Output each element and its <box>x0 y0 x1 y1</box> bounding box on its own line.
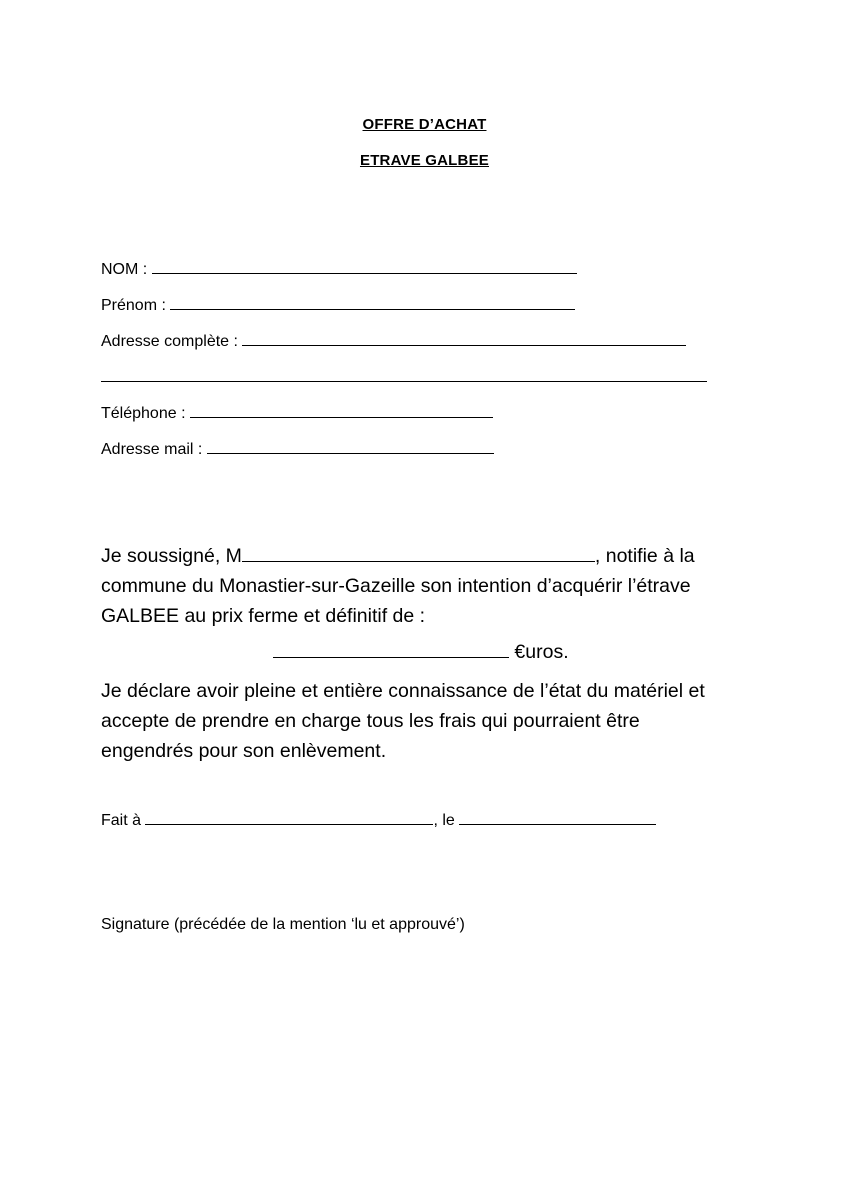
prenom-field-row <box>101 295 575 315</box>
date-input-line[interactable] <box>459 810 656 825</box>
fait-label: Fait à <box>101 812 142 829</box>
soussigne-label: Je soussigné, M <box>101 545 242 567</box>
adresse-continuation-line[interactable] <box>101 367 707 382</box>
acknowledgement-paragraph <box>101 676 761 766</box>
nom-field-row <box>101 259 577 279</box>
nom-input-line[interactable] <box>152 259 577 274</box>
mail-input-line[interactable] <box>207 439 494 454</box>
telephone-input-line[interactable] <box>190 403 493 418</box>
soussigne-input-line[interactable] <box>242 543 595 562</box>
declaration-paragraph <box>101 541 761 631</box>
telephone-field-row <box>101 403 493 423</box>
adresse-label: Adresse complète : <box>101 333 238 350</box>
price-input-line[interactable] <box>273 639 509 658</box>
adresse-field-row <box>101 331 686 351</box>
prenom-input-line[interactable] <box>170 295 575 310</box>
acknowledgement-line-1: Je déclare avoir pleine et entière connaissance de l’état du matériel et <box>101 680 705 702</box>
document-subtitle: ETRAVE GALBEE <box>359 152 489 169</box>
prenom-label: Prénom : <box>101 297 166 314</box>
declaration-line-2: commune du Monastier-sur-Gazeille son intention d’acquérir l’étrave <box>101 575 691 597</box>
price-unit: €uros. <box>514 641 569 663</box>
acknowledgement-line-3: engendrés pour son enlèvement. <box>101 740 387 762</box>
signature-label: Signature (précédée de la mention ‘lu et approuvé’) <box>101 916 465 933</box>
declaration-line-1 <box>101 541 761 571</box>
acknowledgement-line-2: accepte de prendre en charge tous les frais qui pourraient être <box>101 710 640 732</box>
le-label: , le <box>433 812 455 829</box>
price-row <box>273 639 569 664</box>
document-title: OFFRE D’ACHAT <box>362 116 487 133</box>
fait-input-line[interactable] <box>145 810 433 825</box>
nom-label: NOM : <box>101 261 148 278</box>
notifie-text: , notifie à la <box>594 545 695 567</box>
declaration-line-3: GALBEE au prix ferme et définitif de : <box>101 605 426 627</box>
adresse-input-line[interactable] <box>242 331 686 346</box>
mail-field-row <box>101 439 494 459</box>
telephone-label: Téléphone : <box>101 405 186 422</box>
fait-row <box>101 810 656 830</box>
adresse-continuation-row <box>101 367 707 387</box>
mail-label: Adresse mail : <box>101 441 203 458</box>
